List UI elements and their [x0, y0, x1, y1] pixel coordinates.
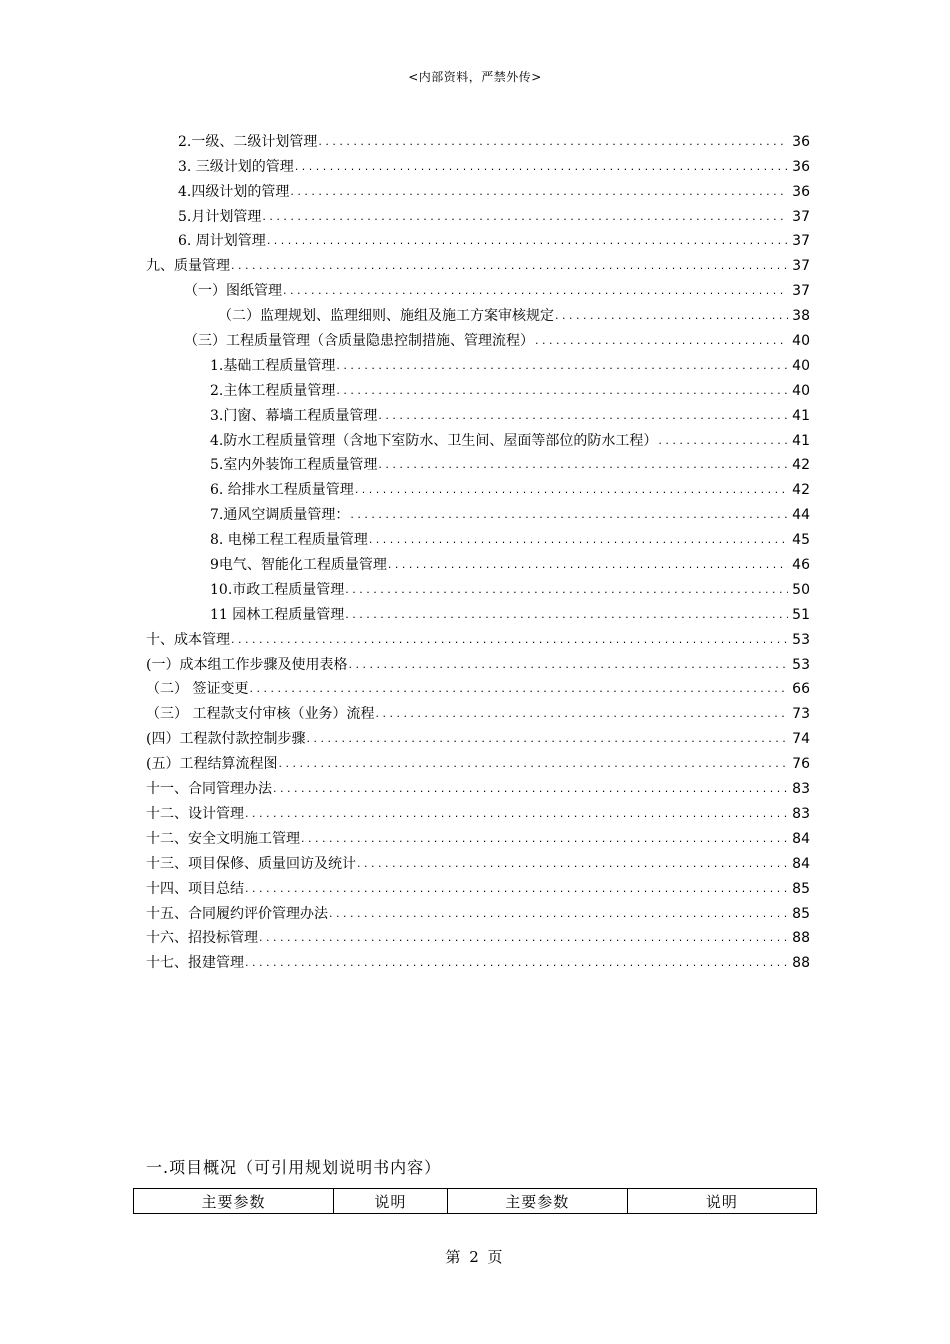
toc-entry-page: 44	[792, 507, 810, 524]
toc-dot-leader	[278, 755, 788, 773]
toc-entry-page: 36	[792, 183, 810, 200]
toc-entry-title: 十六、招投标管理	[146, 930, 258, 947]
toc-entry[interactable]	[146, 798, 810, 823]
toc-entry[interactable]	[146, 549, 810, 574]
toc-entry-page: 53	[792, 631, 810, 648]
toc-entry[interactable]	[146, 898, 810, 923]
toc-entry-page: 85	[792, 905, 810, 922]
toc-entry[interactable]	[146, 674, 810, 699]
toc-entry-title: (一）成本组工作步骤及使用表格	[146, 656, 348, 673]
toc-dot-leader	[245, 880, 788, 898]
toc-entry-page: 37	[792, 208, 810, 225]
table-header-cell: 主要参数	[134, 1189, 334, 1214]
toc-entry-title: 5.室内外装饰工程质量管理	[210, 457, 378, 474]
toc-dot-leader	[388, 556, 788, 574]
toc-entry-title: （二） 签证变更	[146, 681, 249, 698]
toc-dot-leader	[345, 581, 788, 599]
toc-entry[interactable]	[146, 226, 810, 251]
toc-entry-title: 4.四级计划的管理	[178, 183, 290, 200]
toc-entry-title: 2.一级、二级计划管理	[178, 133, 318, 150]
toc-dot-leader	[295, 158, 788, 176]
toc-entry-page: 37	[792, 258, 810, 275]
toc-entry-title: 3.门窗、幕墙工程质量管理	[210, 407, 378, 424]
toc-entry-title: 十、成本管理	[146, 631, 230, 648]
toc-entry-title: 九、质量管理	[146, 258, 230, 275]
toc-entry-page: 37	[792, 233, 810, 250]
toc-entry-title: 11 园林工程质量管理	[210, 606, 345, 623]
toc-entry-page: 74	[792, 731, 810, 748]
toc-entry-page: 41	[792, 407, 810, 424]
page-number-footer: 第 2 页	[445, 1248, 505, 1266]
toc-entry-title: 1.基础工程质量管理	[210, 357, 336, 374]
toc-dot-leader	[245, 954, 788, 972]
toc-entry-page: 84	[792, 830, 810, 847]
toc-entry-title: 4.防水工程质量管理（含地下室防水、卫生间、屋面等部位的防水工程）	[210, 432, 658, 449]
toc-entry-page: 88	[792, 955, 810, 972]
toc-entry-title: 2.主体工程质量管理	[210, 382, 336, 399]
toc-entry-page: 45	[792, 532, 810, 549]
toc-entry[interactable]	[146, 325, 810, 350]
table-header-cell: 说明	[627, 1189, 816, 1214]
toc-dot-leader	[355, 481, 788, 499]
toc-entry-title: 十二、设计管理	[146, 805, 244, 822]
toc-entry-page: 53	[792, 656, 810, 673]
toc-entry-title: 5.月计划管理	[178, 208, 262, 225]
toc-entry-title: 6. 给排水工程质量管理	[210, 482, 354, 499]
toc-entry[interactable]	[146, 126, 810, 151]
toc-dot-leader	[336, 382, 788, 400]
toc-entry[interactable]	[146, 947, 810, 972]
table-header-row	[134, 1189, 817, 1214]
toc-entry[interactable]	[146, 499, 810, 524]
toc-entry-title: 7.通风空调质量管理：	[210, 507, 350, 524]
toc-entry-title: （三） 工程款支付审核（业务）流程	[146, 706, 375, 723]
toc-entry-page: 42	[792, 457, 810, 474]
toc-entry[interactable]	[146, 723, 810, 748]
toc-entry-page: 84	[792, 855, 810, 872]
toc-entry[interactable]	[146, 524, 810, 549]
toc-entry[interactable]	[146, 275, 810, 300]
toc-dot-leader	[259, 929, 788, 947]
toc-entry-page: 41	[792, 432, 810, 449]
toc-entry-title: (四）工程款付款控制步骤	[146, 731, 306, 748]
toc-dot-leader	[348, 656, 788, 674]
toc-entry-page: 88	[792, 930, 810, 947]
toc-entry-title: 9电气、智能化工程质量管理	[210, 557, 387, 574]
toc-entry[interactable]	[146, 250, 810, 275]
toc-entry[interactable]	[146, 823, 810, 848]
toc-entry[interactable]	[146, 574, 810, 599]
toc-entry[interactable]	[146, 425, 810, 450]
toc-dot-leader	[249, 680, 788, 698]
toc-entry[interactable]	[146, 848, 810, 873]
toc-entry-page: 85	[792, 880, 810, 897]
table-header-cell: 说明	[334, 1189, 448, 1214]
toc-entry[interactable]	[146, 773, 810, 798]
toc-entry-title: （二）监理规划、监理细则、施组及施工方案审核规定	[218, 308, 554, 325]
toc-dot-leader	[336, 357, 788, 375]
toc-dot-leader	[318, 133, 788, 151]
toc-entry[interactable]	[146, 873, 810, 898]
toc-entry-title: 十七、报建管理	[146, 955, 244, 972]
toc-entry[interactable]	[146, 300, 810, 325]
toc-dot-leader	[231, 631, 788, 649]
toc-entry-title: 十三、项目保修、质量回访及统计	[146, 855, 356, 872]
toc-entry[interactable]	[146, 350, 810, 375]
toc-entry[interactable]	[146, 201, 810, 226]
toc-entry-title: 3. 三级计划的管理	[178, 158, 294, 175]
toc-dot-leader	[273, 780, 788, 798]
toc-dot-leader	[535, 332, 788, 350]
toc-dot-leader	[245, 805, 788, 823]
toc-entry[interactable]	[146, 450, 810, 475]
toc-entry-page: 83	[792, 805, 810, 822]
table-of-contents	[146, 126, 810, 972]
toc-entry-title: 十一、合同管理办法	[146, 781, 272, 798]
toc-entry-title: 十五、合同履约评价管理办法	[146, 905, 328, 922]
toc-entry-page: 46	[792, 557, 810, 574]
toc-entry[interactable]	[146, 375, 810, 400]
toc-dot-leader	[306, 730, 788, 748]
toc-dot-leader	[555, 307, 788, 325]
section-heading: 一.项目概况（可引用规划说明书内容）	[146, 1158, 442, 1177]
toc-entry-page: 66	[792, 681, 810, 698]
toc-dot-leader	[345, 606, 788, 624]
toc-entry[interactable]	[146, 923, 810, 948]
toc-dot-leader	[350, 506, 788, 524]
toc-dot-leader	[267, 232, 788, 250]
toc-dot-leader	[378, 407, 788, 425]
toc-dot-leader	[375, 705, 788, 723]
toc-dot-leader	[262, 208, 788, 226]
toc-entry[interactable]	[146, 400, 810, 425]
toc-dot-leader	[283, 282, 788, 300]
toc-entry-title: 8. 电梯工程工程质量管理	[210, 532, 368, 549]
toc-entry-page: 42	[792, 482, 810, 499]
toc-dot-leader	[231, 257, 788, 275]
toc-entry-page: 50	[792, 581, 810, 598]
toc-dot-leader	[301, 830, 788, 848]
toc-entry[interactable]	[146, 474, 810, 499]
toc-entry[interactable]	[146, 176, 810, 201]
toc-entry-page: 38	[792, 308, 810, 325]
toc-dot-leader	[329, 905, 788, 923]
toc-entry-page: 36	[792, 133, 810, 150]
toc-entry-title: （一）图纸管理	[184, 283, 282, 300]
toc-entry[interactable]	[146, 624, 810, 649]
toc-entry[interactable]	[146, 649, 810, 674]
toc-entry-page: 40	[792, 357, 810, 374]
toc-entry[interactable]	[146, 151, 810, 176]
project-params-table	[133, 1188, 817, 1214]
toc-entry-page: 40	[792, 382, 810, 399]
toc-dot-leader	[290, 183, 788, 201]
page-header-note: <内部资料，严禁外传>	[408, 70, 542, 84]
table-header-cell: 主要参数	[447, 1189, 627, 1214]
toc-entry-title: 十二、安全文明施工管理	[146, 830, 300, 847]
toc-dot-leader	[658, 432, 788, 450]
toc-entry-title: 10.市政工程质量管理	[210, 581, 345, 598]
toc-entry-page: 37	[792, 283, 810, 300]
toc-entry[interactable]	[146, 599, 810, 624]
toc-entry-page: 40	[792, 333, 810, 350]
toc-entry-title: (五）工程结算流程图	[146, 756, 278, 773]
toc-entry-page: 83	[792, 781, 810, 798]
toc-entry[interactable]	[146, 748, 810, 773]
toc-entry-title: 6. 周计划管理	[178, 233, 266, 250]
toc-entry-page: 36	[792, 158, 810, 175]
toc-entry-page: 76	[792, 756, 810, 773]
toc-entry-title: 十四、项目总结	[146, 880, 244, 897]
toc-entry[interactable]	[146, 698, 810, 723]
toc-dot-leader	[357, 855, 788, 873]
toc-entry-page: 73	[792, 706, 810, 723]
toc-dot-leader	[378, 456, 788, 474]
toc-dot-leader	[369, 531, 788, 549]
toc-entry-title: （三）工程质量管理（含质量隐患控制措施、管理流程）	[184, 333, 534, 350]
toc-entry-page: 51	[792, 606, 810, 623]
